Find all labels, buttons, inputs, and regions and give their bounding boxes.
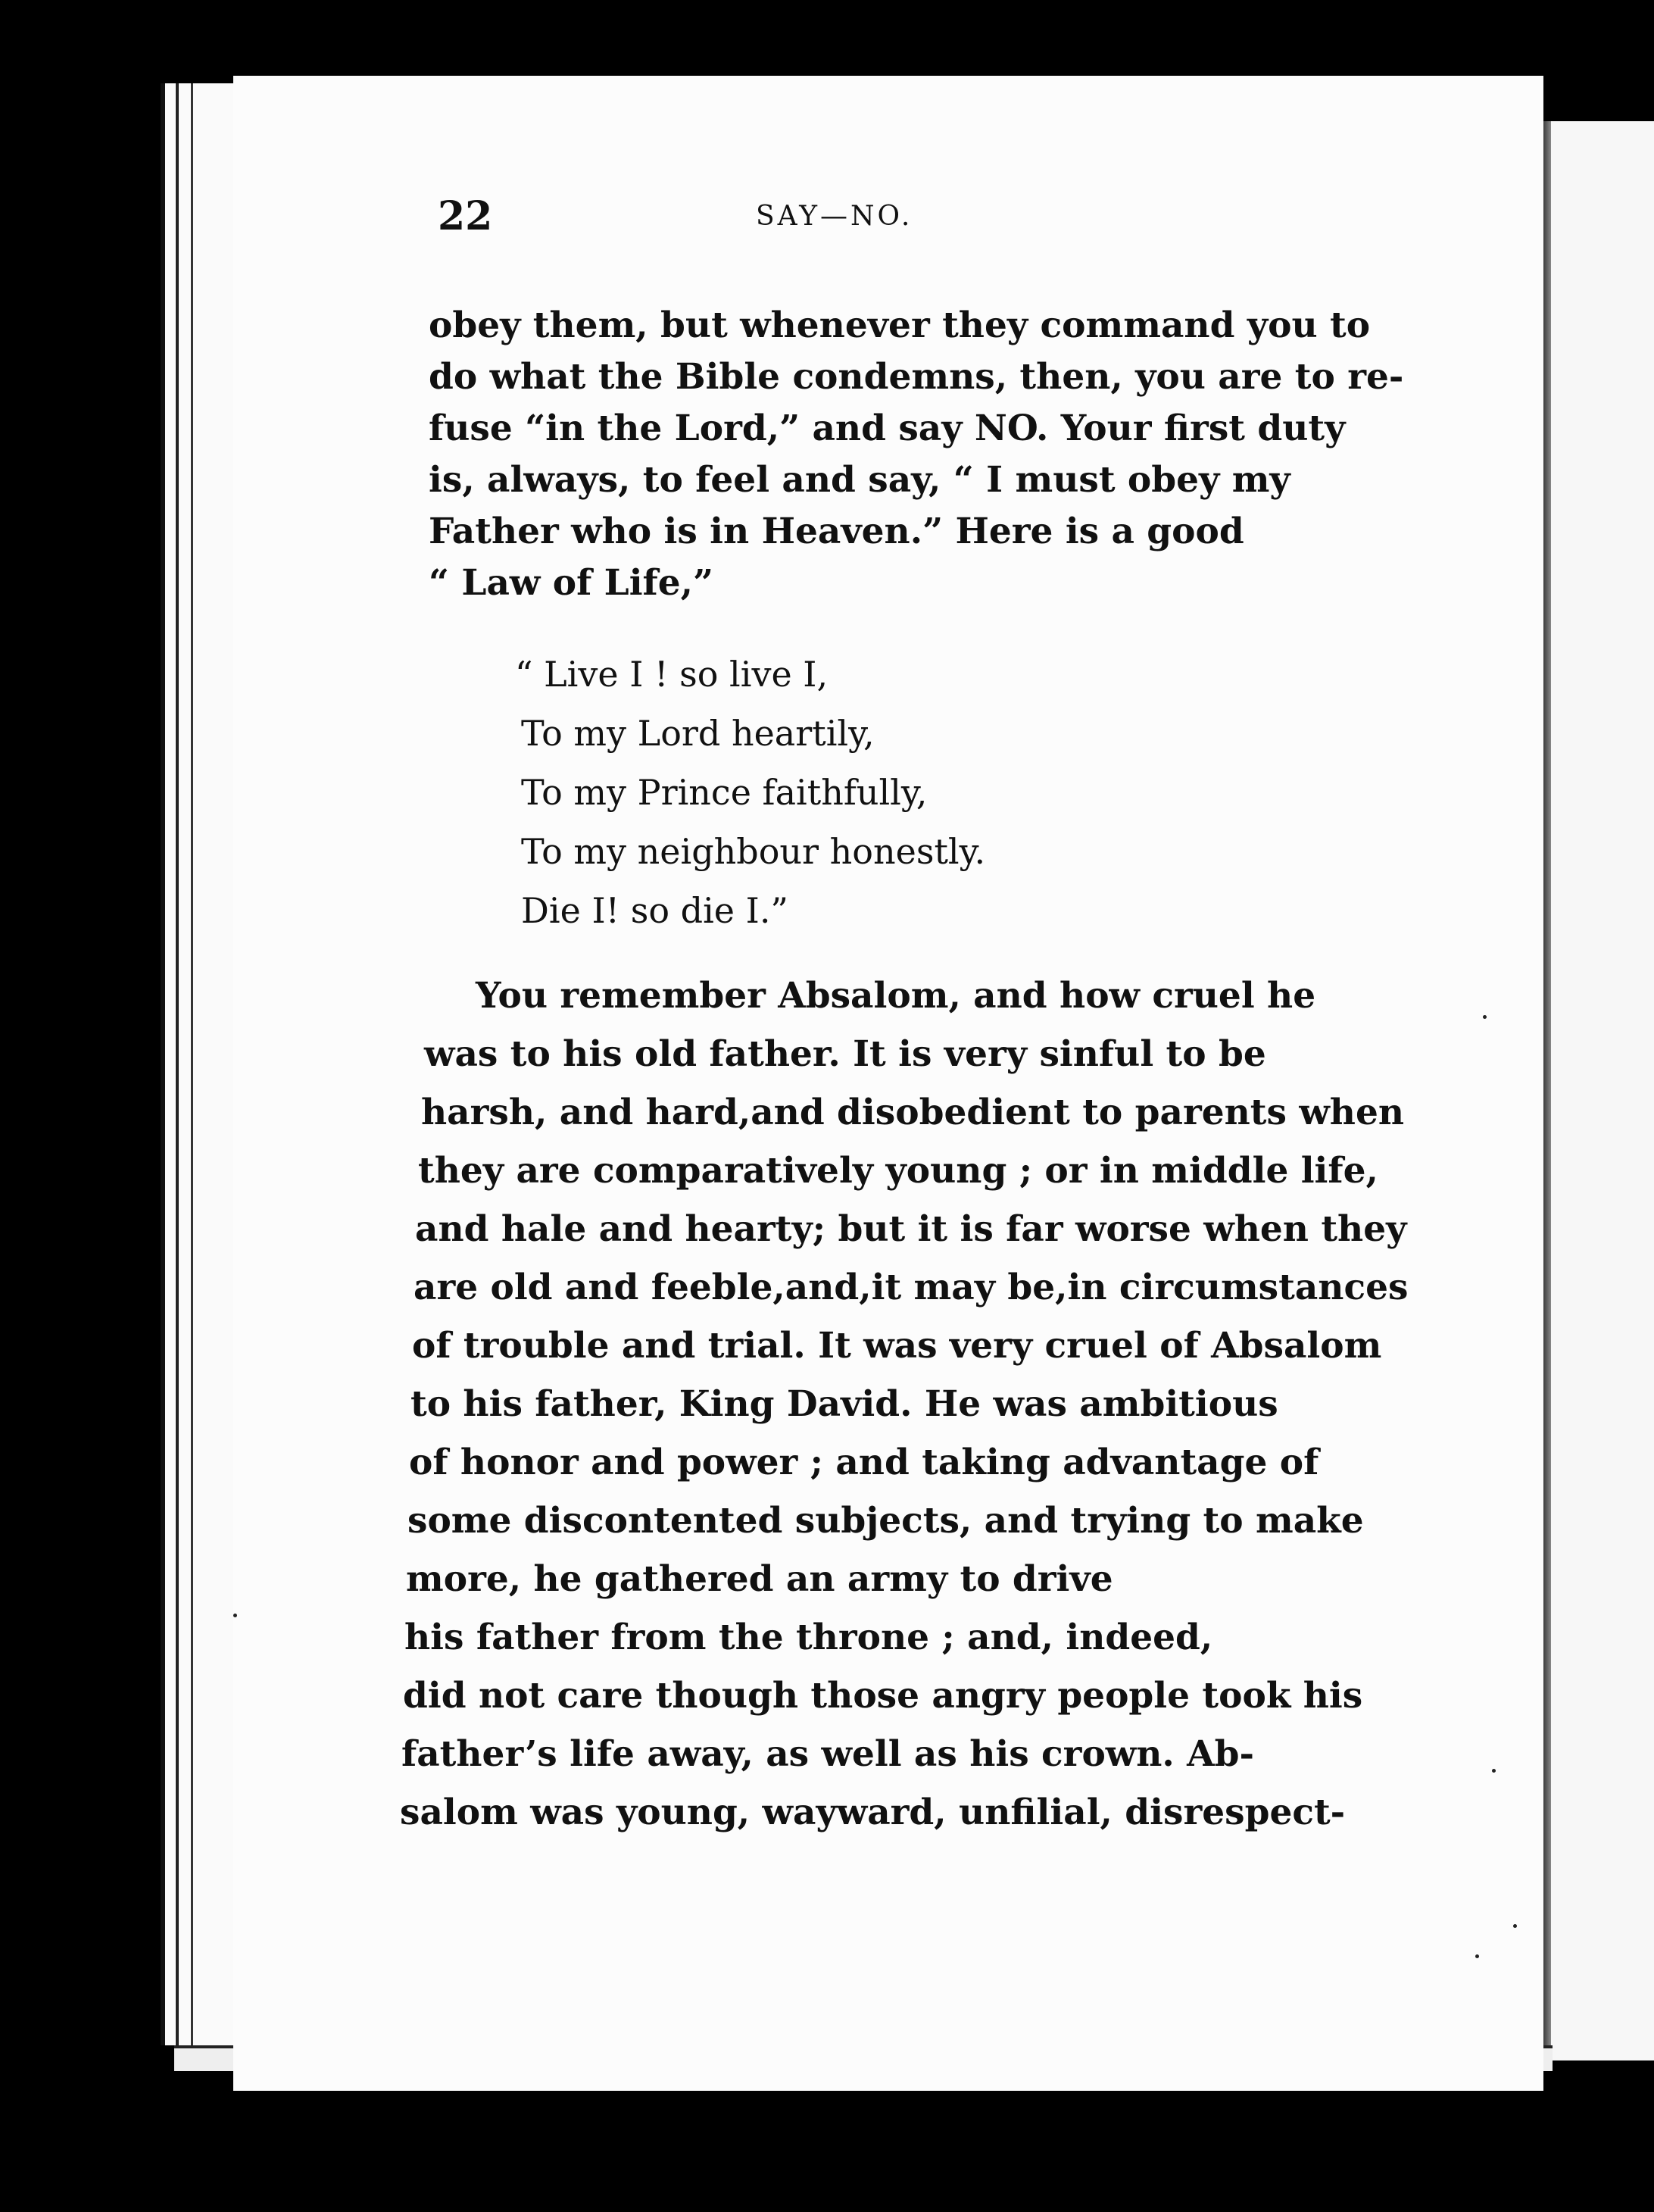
page bbox=[233, 76, 1543, 2091]
text-line: his father from the throne ; and, indeed, bbox=[404, 1617, 1213, 1658]
text-line: are old and feeble,and,it may be,in circumstances bbox=[414, 1267, 1409, 1308]
text-line: they are comparatively young ; or in middle life, bbox=[418, 1150, 1378, 1192]
page-number: 22 bbox=[438, 193, 493, 239]
text-line: was to his old father. It is very sinful to be bbox=[424, 1033, 1266, 1075]
poem-line: Die I! so die I.” bbox=[521, 890, 788, 931]
text-line: do what the Bible condemns, then, you are to re- bbox=[429, 356, 1404, 398]
text-line: salom was young, wayward, unfilial, disrespect- bbox=[400, 1792, 1346, 1833]
poem-line: “ Live I ! so live I, bbox=[515, 654, 829, 695]
poem-line: To my Lord heartily, bbox=[521, 713, 875, 754]
text-line: harsh, and hard,and disobedient to parents when bbox=[421, 1092, 1405, 1133]
text-line: some discontented subjects, and trying to make bbox=[407, 1500, 1364, 1542]
text-line: is, always, to feel and say, “ I must obey my bbox=[429, 459, 1290, 501]
text-line: fuse “in the Lord,” and say NO. Your first duty bbox=[429, 408, 1346, 449]
text-line: father’s life away, as well as his crown. Ab- bbox=[401, 1733, 1254, 1775]
text-line: to his father, King David. He was ambitious bbox=[410, 1383, 1278, 1425]
running-head bbox=[438, 193, 1521, 246]
text-line: of trouble and trial. It was very cruel of Absalom bbox=[412, 1325, 1382, 1367]
text-line: did not care though those angry people took his bbox=[403, 1675, 1363, 1717]
running-title: SAY—NO. bbox=[756, 201, 913, 232]
text-line: obey them, but whenever they command you to bbox=[429, 305, 1371, 346]
page-text bbox=[233, 76, 1543, 2091]
text-line: of honor and power ; and taking advantage of bbox=[409, 1442, 1319, 1483]
text-line: “ Law of Life,” bbox=[429, 562, 714, 604]
text-line: more, he gathered an army to drive bbox=[406, 1558, 1113, 1600]
text-line: Father who is in Heaven.” Here is a good bbox=[429, 511, 1244, 552]
book-cover-left-edge bbox=[161, 83, 238, 2045]
text-line: You remember Absalom, and how cruel he bbox=[476, 975, 1316, 1017]
text-line: and hale and hearty; but it is far worse when they bbox=[415, 1208, 1407, 1250]
poem-line: To my neighbour honestly. bbox=[521, 831, 986, 872]
poem-line: To my Prince faithfully, bbox=[521, 772, 928, 813]
